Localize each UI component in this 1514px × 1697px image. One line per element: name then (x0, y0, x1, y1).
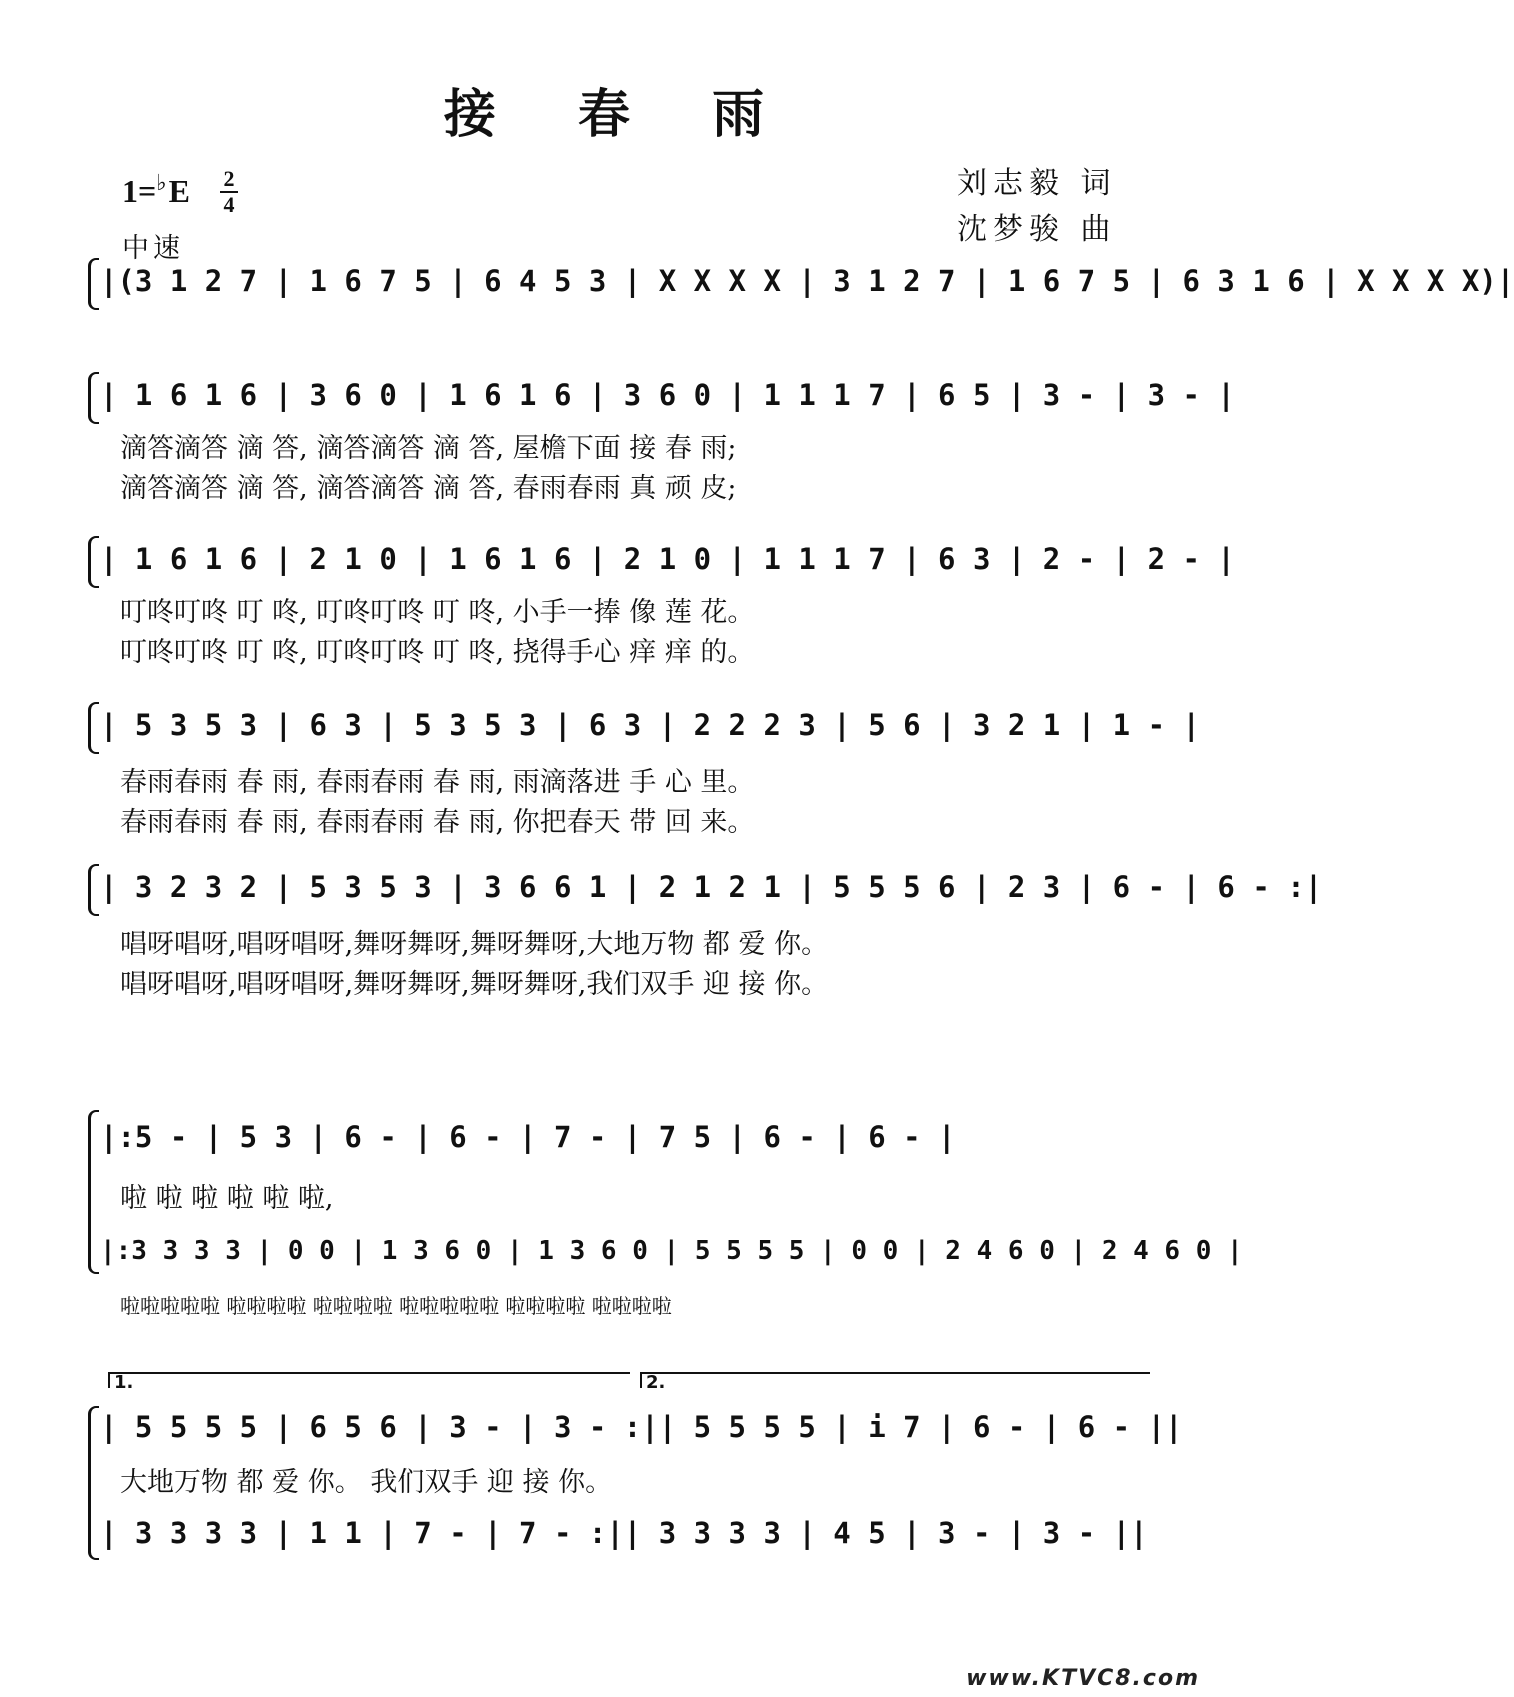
system-3-lyric-verse-1: 春雨春雨 春 雨, 春雨春雨 春 雨, 雨滴落进 手 心 里。 (120, 767, 755, 798)
time-bottom: 4 (223, 192, 235, 217)
system-3-brace (88, 702, 99, 754)
site-watermark: www.KTVC8.com (966, 1666, 1200, 1691)
system-1-lyric-verse-1: 滴答滴答 滴 答, 滴答滴答 滴 答, 屋檐下面 接 春 雨; (120, 433, 737, 464)
volta-2-label: 2. (646, 1372, 666, 1393)
system-4-brace (88, 864, 99, 916)
lyricist-credit: 刘志毅 词 (957, 166, 1117, 201)
system-6-lyric: 大地万物 都 爱 你。 我们双手 迎 接 你。 (120, 1467, 613, 1498)
flat-sign: ♭ (156, 170, 167, 195)
system-3-notes: | 5 3 5 3 | 6 3 | 5 3 5 3 | 6 3 | 2 2 2 3 | 5 6 | 3 2 1 | 1 - | (100, 708, 1200, 742)
system-1-notes: | 1 6 1 6 | 3 6 0 | 1 6 1 6 | 3 6 0 | 1 1 1 7 | 6 5 | 3 - | 3 - | (100, 378, 1235, 412)
key-label: 1= (122, 173, 157, 209)
intro-brace (88, 258, 99, 310)
system-2-notes: | 1 6 1 6 | 2 1 0 | 1 6 1 6 | 2 1 0 | 1 1 1 7 | 6 3 | 2 - | 2 - | (100, 542, 1235, 576)
system-6-lower-notes: | 3 3 3 3 | 1 1 | 7 - | 7 - :|| 3 3 3 3 | 4 5 | 3 - | 3 - || (100, 1516, 1148, 1550)
system-5-upper-notes: |:5 - | 5 3 | 6 - | 6 - | 7 - | 7 5 | 6 - | 6 - | (100, 1120, 956, 1154)
system-1-lyric-verse-2: 滴答滴答 滴 答, 滴答滴答 滴 答, 春雨春雨 真 顽 皮; (120, 473, 737, 504)
system-6-brace (88, 1406, 99, 1560)
volta-first-ending (108, 1372, 630, 1393)
system-5-brace (88, 1110, 99, 1274)
system-2-lyric-verse-2: 叮咚叮咚 叮 咚, 叮咚叮咚 叮 咚, 挠得手心 痒 痒 的。 (120, 637, 755, 668)
key-note: E (168, 173, 190, 209)
time-top: 2 (223, 166, 235, 191)
system-1-brace (88, 372, 99, 424)
system-4-lyric-verse-1: 唱呀唱呀,唱呀唱呀,舞呀舞呀,舞呀舞呀,大地万物 都 爱 你。 (120, 929, 829, 960)
time-signature (220, 168, 238, 216)
system-4-lyric-verse-2: 唱呀唱呀,唱呀唱呀,舞呀舞呀,舞呀舞呀,我们双手 迎 接 你。 (120, 969, 829, 1000)
system-4-notes: | 3 2 3 2 | 5 3 5 3 | 3 6 6 1 | 2 1 2 1 | 5 5 5 6 | 2 3 | 6 - | 6 - :| (100, 870, 1323, 904)
system-6-upper-notes: | 5 5 5 5 | 6 5 6 | 3 - | 3 - :|| 5 5 5 5 | i 7 | 6 - | 6 - || (100, 1410, 1183, 1444)
system-5-upper-lyric: 啦 啦 啦 啦 啦 啦, (120, 1183, 334, 1214)
system-2-lyric-verse-1: 叮咚叮咚 叮 咚, 叮咚叮咚 叮 咚, 小手一捧 像 莲 花。 (120, 597, 755, 628)
system-2-brace (88, 536, 99, 588)
system-3-lyric-verse-2: 春雨春雨 春 雨, 春雨春雨 春 雨, 你把春天 带 回 来。 (120, 807, 755, 838)
system-5-lower-notes: |:3 3 3 3 | 0 0 | 1 3 6 0 | 1 3 6 0 | 5 5 5 5 | 0 0 | 2 4 6 0 | 2 4 6 0 | (100, 1236, 1243, 1266)
volta-second-ending (640, 1372, 1150, 1393)
intro-notes: |(3 1 2 7 | 1 6 7 5 | 6 4 5 3 | X X X X | 3 1 2 7 | 1 6 7 5 | 6 3 1 6 | X X X X)| (100, 264, 1514, 298)
system-5-lower-lyric: 啦啦啦啦啦 啦啦啦啦 啦啦啦啦 啦啦啦啦啦 啦啦啦啦 啦啦啦啦 (120, 1294, 672, 1318)
volta-1-label: 1. (114, 1372, 134, 1393)
song-title: 接 春 雨 (443, 84, 797, 145)
key-signature (122, 170, 190, 210)
composer-credit: 沈梦骏 曲 (957, 212, 1117, 247)
tempo-marking: 中速 (122, 233, 184, 264)
